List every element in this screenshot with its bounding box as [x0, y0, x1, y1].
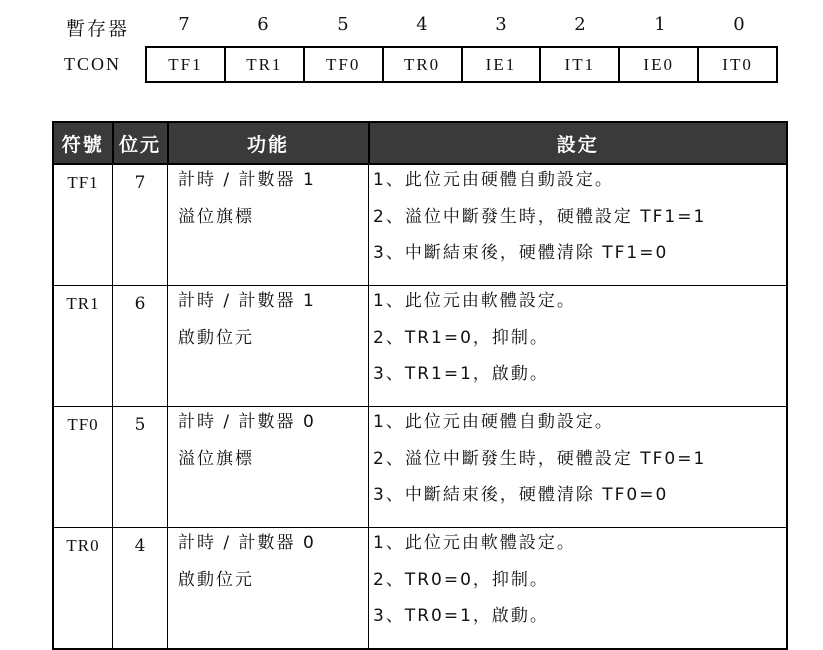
table-row — [53, 286, 787, 407]
bit-cell-it1: IT1 — [541, 48, 620, 81]
bit-number: 2 — [574, 14, 586, 35]
function-line: 溢位旗標 — [178, 449, 254, 469]
setting-line: 3、中斷結束後，硬體清除 TF0=0 — [373, 485, 669, 505]
bit-cell-ie1: IE1 — [463, 48, 542, 81]
row-symbol: TR0 — [53, 528, 113, 650]
bit-cell-it0: IT0 — [722, 54, 753, 74]
setting-line: 2、溢位中斷發生時，硬體設定 TF1=1 — [373, 207, 707, 227]
header-function: 功能 — [168, 122, 369, 164]
register-header — [0, 14, 823, 38]
setting-line: 1、此位元由硬體自動設定。 — [373, 170, 614, 190]
row-symbol: TF0 — [53, 407, 113, 528]
bit-number: 0 — [733, 14, 745, 35]
bit-cell-ie0: IE0 — [620, 48, 699, 81]
setting-line: 2、溢位中斷發生時，硬體設定 TF0=1 — [373, 449, 707, 469]
setting-line: 2、TR0=0，抑制。 — [373, 570, 549, 590]
bit-number: 7 — [178, 14, 190, 35]
setting-line: 3、中斷結束後，硬體清除 TF1=0 — [373, 243, 669, 263]
bit-number: 6 — [257, 14, 269, 35]
bit-description-table — [52, 121, 788, 650]
row-function — [168, 407, 369, 528]
register-bit-map — [145, 46, 778, 83]
setting-line: 2、TR1=0，抑制。 — [373, 328, 549, 348]
function-line: 計時 / 計數器 1 — [178, 170, 316, 190]
setting-line: 1、此位元由軟體設定。 — [373, 291, 576, 311]
bit-cell-tr0: TR0 — [384, 48, 463, 81]
header-symbol: 符號 — [53, 122, 113, 164]
row-bit: 5 — [113, 407, 168, 528]
bit-number: 5 — [337, 14, 349, 35]
row-function — [168, 286, 369, 407]
bit-cell-tf0: TF0 — [305, 48, 384, 81]
row-symbol: TR1 — [53, 286, 113, 407]
setting-line: 3、TR1=1，啟動。 — [373, 364, 549, 384]
table-row — [53, 164, 787, 286]
row-function — [168, 164, 369, 286]
row-settings — [369, 286, 788, 407]
function-line: 計時 / 計數器 0 — [178, 533, 316, 553]
row-settings — [369, 164, 788, 286]
function-line: 溢位旗標 — [178, 207, 254, 227]
row-bit: 4 — [113, 528, 168, 650]
table-header-row — [53, 122, 787, 164]
setting-line: 1、此位元由軟體設定。 — [373, 533, 576, 553]
setting-line: 3、TR0=1，啟動。 — [373, 606, 549, 626]
bit-number: 3 — [495, 14, 507, 35]
bit-cell-tr1: TR1 — [226, 48, 305, 81]
row-bit: 6 — [113, 286, 168, 407]
bit-cell-tf1: TF1 — [147, 48, 226, 81]
register-header-label: 暫存器 — [66, 18, 130, 40]
function-line: 計時 / 計數器 0 — [178, 412, 316, 432]
row-settings — [369, 407, 788, 528]
header-bit: 位元 — [113, 122, 168, 164]
register-name: TCON — [64, 54, 121, 74]
row-bit: 7 — [113, 164, 168, 286]
setting-line: 1、此位元由硬體自動設定。 — [373, 412, 614, 432]
function-line: 啟動位元 — [178, 570, 254, 590]
bit-number: 1 — [654, 14, 666, 35]
function-line: 啟動位元 — [178, 328, 254, 348]
row-symbol: TF1 — [53, 164, 113, 286]
bit-number: 4 — [416, 14, 428, 35]
header-settings: 設定 — [369, 122, 788, 164]
table-row — [53, 407, 787, 528]
function-line: 計時 / 計數器 1 — [178, 291, 316, 311]
